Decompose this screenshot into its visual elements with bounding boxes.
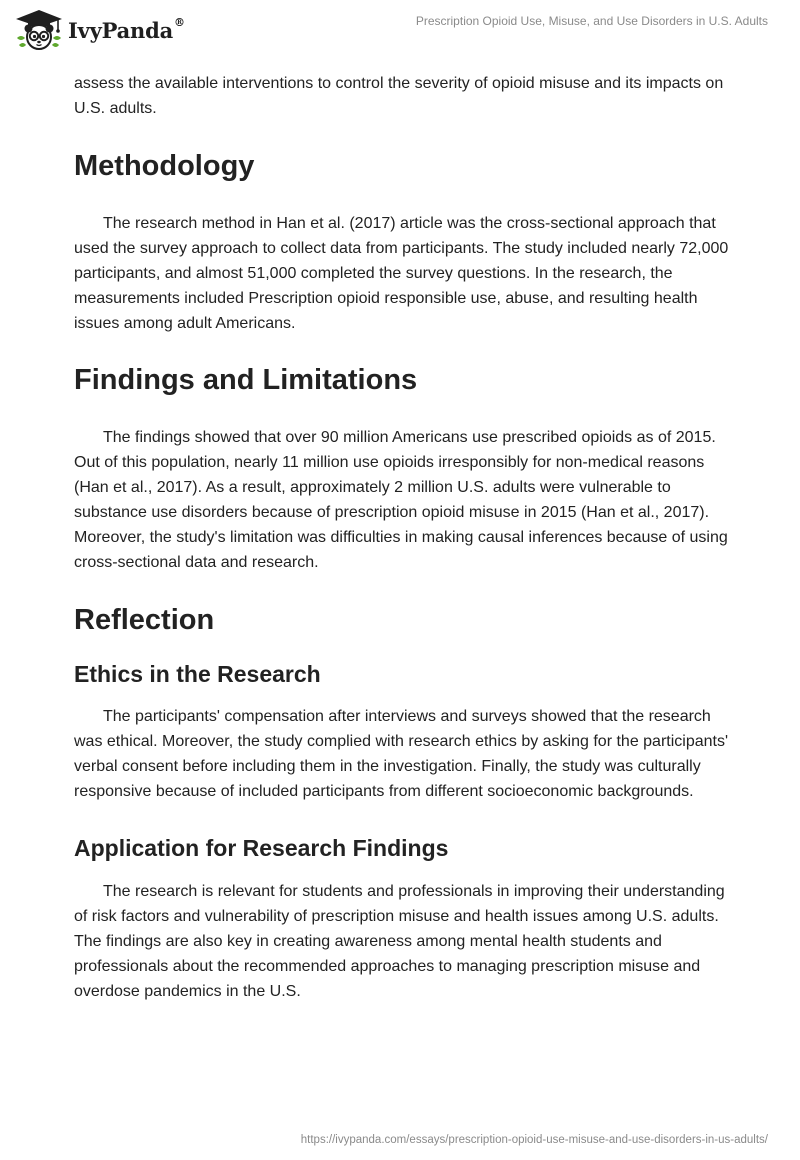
heading-findings-limitations: Findings and Limitations <box>74 364 418 396</box>
heading-application-findings: Application for Research Findings <box>74 835 449 861</box>
essay-body <box>74 71 736 1004</box>
heading-methodology: Methodology <box>74 150 255 182</box>
application-paragraph: The research is relevant for students and professionals in improving their understanding of risk factors and vulnerability of prescription misuse and health issues among U.S. adults. The findings are also key in creating awareness among mental health students and professionals about the recommended approaches to managing prescription misuse and overdose pandemics in the U.S. <box>74 883 725 1000</box>
ivypanda-logo[interactable] <box>14 8 185 52</box>
panda-graduate-icon <box>14 8 64 52</box>
heading-ethics-in-research: Ethics in the Research <box>74 661 321 687</box>
heading-reflection: Reflection <box>74 604 215 636</box>
logo-wordmark: IvyPanda® <box>68 15 185 43</box>
findings-paragraph: The findings showed that over 90 million Americans use prescribed opioids as of 2015. Out of this population, nearly 11 million use opioids irresponsibly for non-medical reasons (Han et al., 2017). As a result, approximately 2 million U.S. adults were vulnerable to substance use disorders because of prescription opioid misuse in 2015 (Han et al., 2017). Moreover, the study's limitation was difficulties in making causal inferences because of using cross-sectional data and research. <box>74 429 728 571</box>
ethics-paragraph: The participants' compensation after interviews and surveys showed that the research was ethical. Moreover, the study complied with research ethics by asking for the participants' verbal consent before including them in the investigation. Finally, the study was culturally responsive because of included participants from different socioeconomic backgrounds. <box>74 708 729 800</box>
page-header <box>0 0 800 64</box>
source-url[interactable]: https://ivypanda.com/essays/prescription-opioid-use-misuse-and-use-disorders-in-us-adults/ <box>300 1134 768 1146</box>
registered-mark: ® <box>174 15 185 29</box>
intro-paragraph: assess the available interventions to control the severity of opioid misuse and its impacts on U.S. adults. <box>74 75 724 117</box>
methodology-paragraph: The research method in Han et al. (2017) article was the cross-sectional approach that used the survey approach to collect data from participants. The study included nearly 72,000 participants, and almost 51,000 completed the survey questions. In the research, the measurements included Prescription opioid responsible use, abuse, and resulting health issues among adult Americans. <box>74 215 729 332</box>
document-title: Prescription Opioid Use, Misuse, and Use Disorders in U.S. Adults <box>415 14 768 28</box>
